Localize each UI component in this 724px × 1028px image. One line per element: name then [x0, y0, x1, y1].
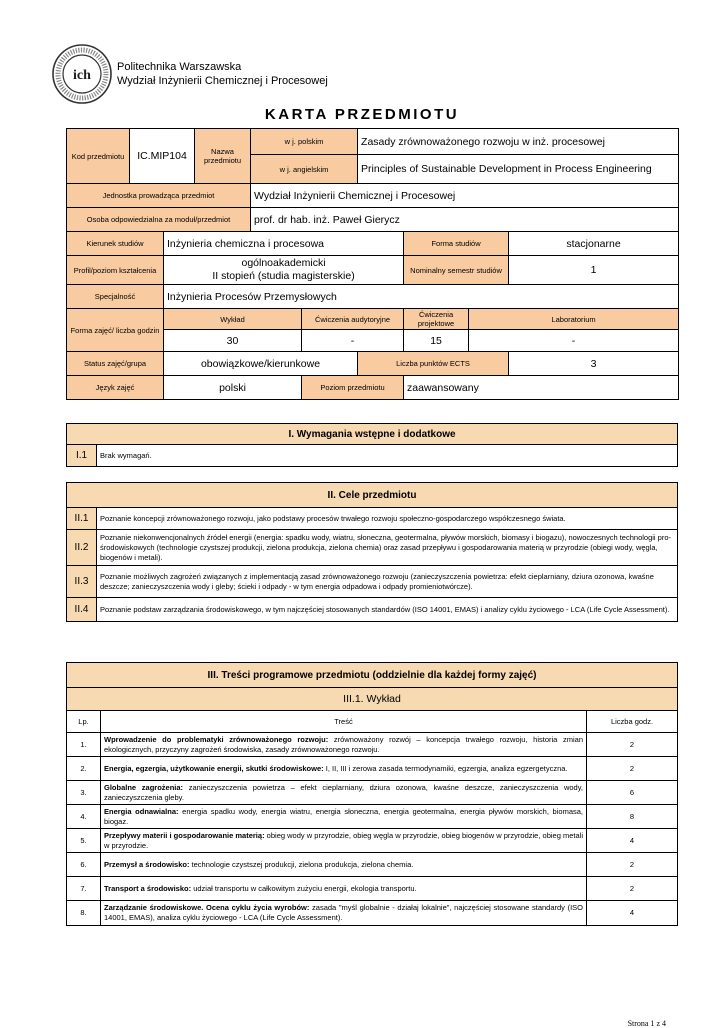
- row-topic: Energia odnawialna:: [104, 806, 179, 816]
- goal-text: Poznanie podstaw zarządzania środowiskowego, w tym najczęściej stosowanych standardów (ISO 14001, EMAS) i analizy cyklu życiowego - LCA (Life Cycle Assessment).: [97, 598, 678, 622]
- row-content: [101, 733, 587, 757]
- row-hours: 2: [587, 853, 678, 877]
- status-value: obowiązkowe/kierunkowe: [164, 352, 358, 376]
- en-label: w j. angielskim: [251, 155, 358, 184]
- goal-id: II.4: [67, 598, 97, 622]
- table-row: [67, 901, 678, 926]
- requirement-text: Brak wymagań.: [97, 445, 678, 467]
- lab-value: -: [469, 330, 679, 352]
- institution-header: [117, 60, 328, 88]
- goal-text: Poznanie koncepcji zrównoważonego rozwoju, jako podstawy procesów trwałego rozwoju społeczno-gospodarczego współczesnego świata.: [97, 508, 678, 530]
- forma-label: Forma studiów: [404, 232, 509, 256]
- en-value: Principles of Sustainable Development in Process Engineering: [358, 155, 679, 184]
- nazwa-label: Nazwa przedmiotu: [195, 129, 251, 184]
- row-content: [101, 805, 587, 829]
- goal-id: II.3: [67, 566, 97, 598]
- row-hours: 2: [587, 877, 678, 901]
- table-row: [67, 781, 678, 805]
- document-title: KARTA PRZEDMIOTU: [264, 106, 460, 123]
- row-description: zrównoważony rozwój – koncepcja trwałego rozwoju, historia zmian ekologicznych, przyczyny zagrożeń środowiska, zasady zrównoważonego rozwoju.: [104, 734, 583, 754]
- row-topic: Przemysł a środowisko:: [104, 859, 190, 869]
- row-lp: 6.: [67, 853, 101, 877]
- row-content: [101, 901, 587, 926]
- profil-value: [164, 256, 404, 285]
- row-topic: Transport a środowisko:: [104, 883, 192, 893]
- col-tresc-header: Treść: [101, 711, 587, 733]
- table-row: [67, 805, 678, 829]
- osoba-value: prof. dr hab. inż. Paweł Gierycz: [251, 208, 679, 232]
- profil-value-2: II stopień (studia magisterskie): [212, 270, 355, 282]
- row-description: energia spadku wody, energia wiatru, energia słoneczna, energia geotermalna, energia pływów morskich, biomasa, biogaz.: [104, 806, 583, 826]
- section-3-title: III. Treści programowe przedmiotu (oddzielnie dla każdej formy zajęć): [67, 663, 678, 688]
- jezyk-value: polski: [164, 376, 302, 400]
- wyklad-label: Wykład: [164, 309, 302, 330]
- university-logo: [51, 43, 113, 105]
- cw-aud-label: Ćwiczenia audytoryjne: [302, 309, 404, 330]
- col-lp-header: Lp.: [67, 711, 101, 733]
- osoba-label: Osoba odpowiedzialna za moduł/przedmiot: [67, 208, 251, 232]
- kod-value: IC.MIP104: [130, 129, 195, 184]
- row-lp: 5.: [67, 829, 101, 853]
- row-lp: 1.: [67, 733, 101, 757]
- university-name: Politechnika Warszawska: [117, 61, 242, 73]
- row-content: [101, 877, 587, 901]
- cw-aud-value: -: [302, 330, 404, 352]
- kod-label: Kod przedmiotu: [67, 129, 130, 184]
- table-row: [67, 757, 678, 781]
- table-row: [67, 829, 678, 853]
- kierunek-label: Kierunek studiów: [67, 232, 164, 256]
- poziom-label: Poziom przedmiotu: [302, 376, 404, 400]
- row-content: [101, 781, 587, 805]
- section-1-title: I. Wymagania wstępne i dodatkowe: [67, 424, 678, 445]
- row-hours: 6: [587, 781, 678, 805]
- row-hours: 8: [587, 805, 678, 829]
- pl-value: Zasady zrównoważonego rozwoju w inż. procesowej: [358, 129, 679, 155]
- jezyk-label: Język zajęć: [67, 376, 164, 400]
- profil-label: Profil/poziom kształcenia: [67, 256, 164, 285]
- ects-value: 3: [509, 352, 679, 376]
- ects-label: Liczba punktów ECTS: [358, 352, 509, 376]
- section-3-subtitle: III.1. Wykład: [67, 688, 678, 711]
- row-description: technologie czystszej produkcji, zielona produkcja, zielona chemia.: [189, 859, 414, 869]
- row-lp: 4.: [67, 805, 101, 829]
- row-lp: 7.: [67, 877, 101, 901]
- row-lp: 2.: [67, 757, 101, 781]
- kierunek-value: Inżynieria chemiczna i procesowa: [164, 232, 404, 256]
- section-requirements: [66, 423, 678, 467]
- forma-value: stacjonarne: [509, 232, 679, 256]
- section-program-content: [66, 662, 678, 926]
- row-lp: 3.: [67, 781, 101, 805]
- faculty-name: Wydział Inżynierii Chemicznej i Procesowej: [117, 75, 328, 87]
- cw-proj-label: Ćwiczenia projektowe: [404, 309, 469, 330]
- section-2-title: II. Cele przedmiotu: [67, 483, 678, 508]
- profil-value-1: ogólnoakademicki: [241, 257, 326, 269]
- jednostka-value: Wydział Inżynierii Chemicznej i Procesowej: [251, 184, 679, 208]
- row-hours: 2: [587, 757, 678, 781]
- goal-text: Poznanie niekonwencjonalnych źródeł energii (energia: spadku wody, wiatru, słoneczna, geotermalna, pływów morskich, biomasy i biogazu), nowoczesnych technologii pro-środowiskowych (technologie czystszej produkcji, zielona produkcja, zielona chemia) oraz zasad przepływu i gospodarowania materią w przyrodzie (obiegi wody, węgla, biogenów i metali).: [97, 530, 678, 566]
- row-topic: Wprowadzenie do problematyki zrównoważonego rozwoju:: [104, 734, 329, 744]
- jednostka-label: Jednostka prowadząca przedmiot: [67, 184, 251, 208]
- specjalnosc-label: Specjalność: [67, 285, 164, 309]
- lab-label: Laboratorium: [469, 309, 679, 330]
- row-description: zanieczyszczenia powietrza – efekt cieplarniany, dziura ozonowa, kwaśne deszcze, zanieczyszczenia wody, zanieczyszczenia gleby.: [104, 782, 583, 802]
- row-content: [101, 757, 587, 781]
- goal-text: Poznanie możliwych zagrożeń związanych z implementacją zasad zrównoważonego rozwoju (zanieczyszczenia powietrza: efekt cieplarniany, dziura ozonowa, kwaśne deszcze; zanieczyszczenia wody i gleby; ścieki i odpady - w tym energia odpadowa i odpady promieniotwórcze).: [97, 566, 678, 598]
- requirement-id: I.1: [67, 445, 97, 467]
- row-description: I, II, III i zerowa zasada termodynamiki, egzergia, analiza egzergetyczna.: [323, 763, 568, 773]
- table-row: [67, 853, 678, 877]
- goal-id: II.1: [67, 508, 97, 530]
- status-label: Status zajęć/grupa: [67, 352, 164, 376]
- row-description: obieg wody w przyrodzie, obieg węgla w przyrodzie, obieg biogenów w przyrodzie, obieg metali w przyrodzie.: [104, 830, 584, 850]
- row-content: [101, 829, 587, 853]
- semestr-label: Nominalny semestr studiów: [404, 256, 509, 285]
- row-lp: 8.: [67, 901, 101, 926]
- row-topic: Przepływy materii i gospodarowanie materią:: [104, 830, 265, 840]
- table-row: [67, 733, 678, 757]
- page-footer: Strona 1 z 4: [627, 1019, 666, 1028]
- col-hours-header: Liczba godz.: [587, 711, 678, 733]
- specjalnosc-value: Inżynieria Procesów Przemysłowych: [164, 285, 679, 309]
- row-description: udział transportu w całkowitym zużyciu energii, ekologia transportu.: [191, 883, 417, 893]
- wyklad-value: 30: [164, 330, 302, 352]
- poziom-value: zaawansowany: [404, 376, 679, 400]
- row-description: zasada "myśl globalnie - działaj lokalnie", najczęściej stosowane standardy (ISO 14001, EMAS), analiza cyklu życiowego - LCA (Life Cycle Assessment).: [104, 903, 583, 922]
- row-topic: Energia, egzergia, użytkowanie energii, skutki środowiskowe:: [104, 763, 324, 773]
- goal-id: II.2: [67, 530, 97, 566]
- row-topic: Globalne zagrożenia:: [104, 782, 184, 792]
- table-row: [67, 877, 678, 901]
- row-content: [101, 853, 587, 877]
- course-card-table: [66, 128, 679, 400]
- svg-text:ich: ich: [73, 68, 91, 83]
- row-hours: 4: [587, 901, 678, 926]
- formy-label: Forma zajęć/ liczba godzin: [67, 309, 164, 352]
- section-goals: [66, 482, 678, 622]
- semestr-value: 1: [509, 256, 679, 285]
- row-hours: 2: [587, 733, 678, 757]
- row-hours: 4: [587, 829, 678, 853]
- cw-proj-value: 15: [404, 330, 469, 352]
- row-topic: Zarządzanie środowiskowe. Ocena cyklu życia wyrobów:: [104, 903, 310, 912]
- pl-label: w j. polskim: [251, 129, 358, 155]
